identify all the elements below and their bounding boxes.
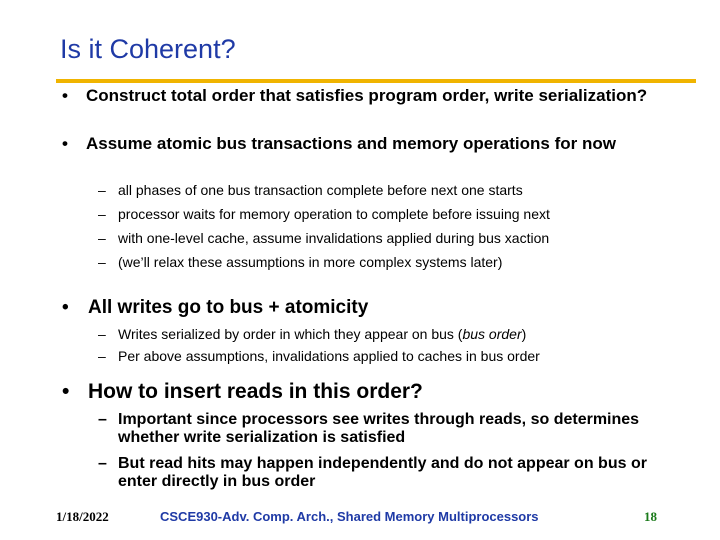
sub-bullet — [98, 455, 658, 491]
sub-bullet — [98, 178, 698, 202]
dash-marker: – — [98, 206, 106, 222]
bullet-marker: • — [62, 297, 69, 318]
bullet-all-writes — [62, 297, 682, 319]
footer-course: CSCE930-Adv. Comp. Arch., Shared Memory Multiprocessors — [160, 509, 539, 524]
sub-bullet — [98, 324, 698, 344]
dash-marker: – — [98, 254, 106, 270]
bullet-text: Construct total order that satisfies program order, write serialization? — [86, 86, 648, 105]
text-run: ) — [521, 326, 527, 342]
sub-bullet — [98, 346, 698, 366]
dash-marker: – — [98, 230, 106, 246]
sub-bullet-text: processor waits for memory operation to complete before issuing next — [118, 206, 550, 222]
emphasis-bus-order: bus order — [462, 326, 522, 342]
sub-bullet — [98, 250, 698, 274]
dash-marker: – — [98, 182, 106, 198]
bullet-marker: • — [62, 380, 70, 403]
bullet-construct-order — [62, 86, 682, 106]
bullet-text: How to insert reads in this order? — [88, 380, 423, 403]
page-number: 18 — [644, 509, 657, 524]
dash-marker: – — [98, 411, 107, 428]
bullet-marker: • — [62, 134, 68, 153]
sub-bullet-text: all phases of one bus transaction complete before next one starts — [118, 182, 523, 198]
dash-marker: – — [98, 326, 106, 342]
bullet-marker: • — [62, 86, 68, 105]
sub-bullet — [98, 411, 658, 447]
sub-bullet-text: with one-level cache, assume invalidations applied during bus xaction — [118, 230, 550, 246]
sub-bullet — [98, 202, 698, 226]
dash-marker: – — [98, 348, 106, 364]
sub-bullet-text: Per above assumptions, invalidations applied to caches in bus order — [118, 348, 540, 364]
bullet-text: Assume atomic bus transactions and memory operations for now — [86, 134, 616, 153]
title-underline — [56, 79, 696, 83]
bullet-insert-reads — [62, 380, 682, 404]
sub-bullet-text: Important since processors see writes through reads, so determines whether write serialization is satisfied — [118, 411, 640, 446]
sub-bullet-text: (we’ll relax these assumptions in more complex systems later) — [118, 254, 503, 270]
sub-bullet-text: But read hits may happen independently and do not appear on bus or enter directly in bus order — [118, 455, 647, 490]
sub-bullet — [98, 226, 698, 250]
footer-date: 1/18/2022 — [56, 509, 109, 524]
bullet-text: All writes go to bus + atomicity — [88, 297, 369, 318]
bullet-assume-atomic — [62, 134, 682, 154]
slide-title: Is it Coherent? — [60, 34, 236, 64]
dash-marker: – — [98, 455, 107, 472]
text-run: Writes serialized by order in which they appear on bus ( — [118, 326, 463, 342]
sub-bullet-text — [98, 324, 698, 344]
